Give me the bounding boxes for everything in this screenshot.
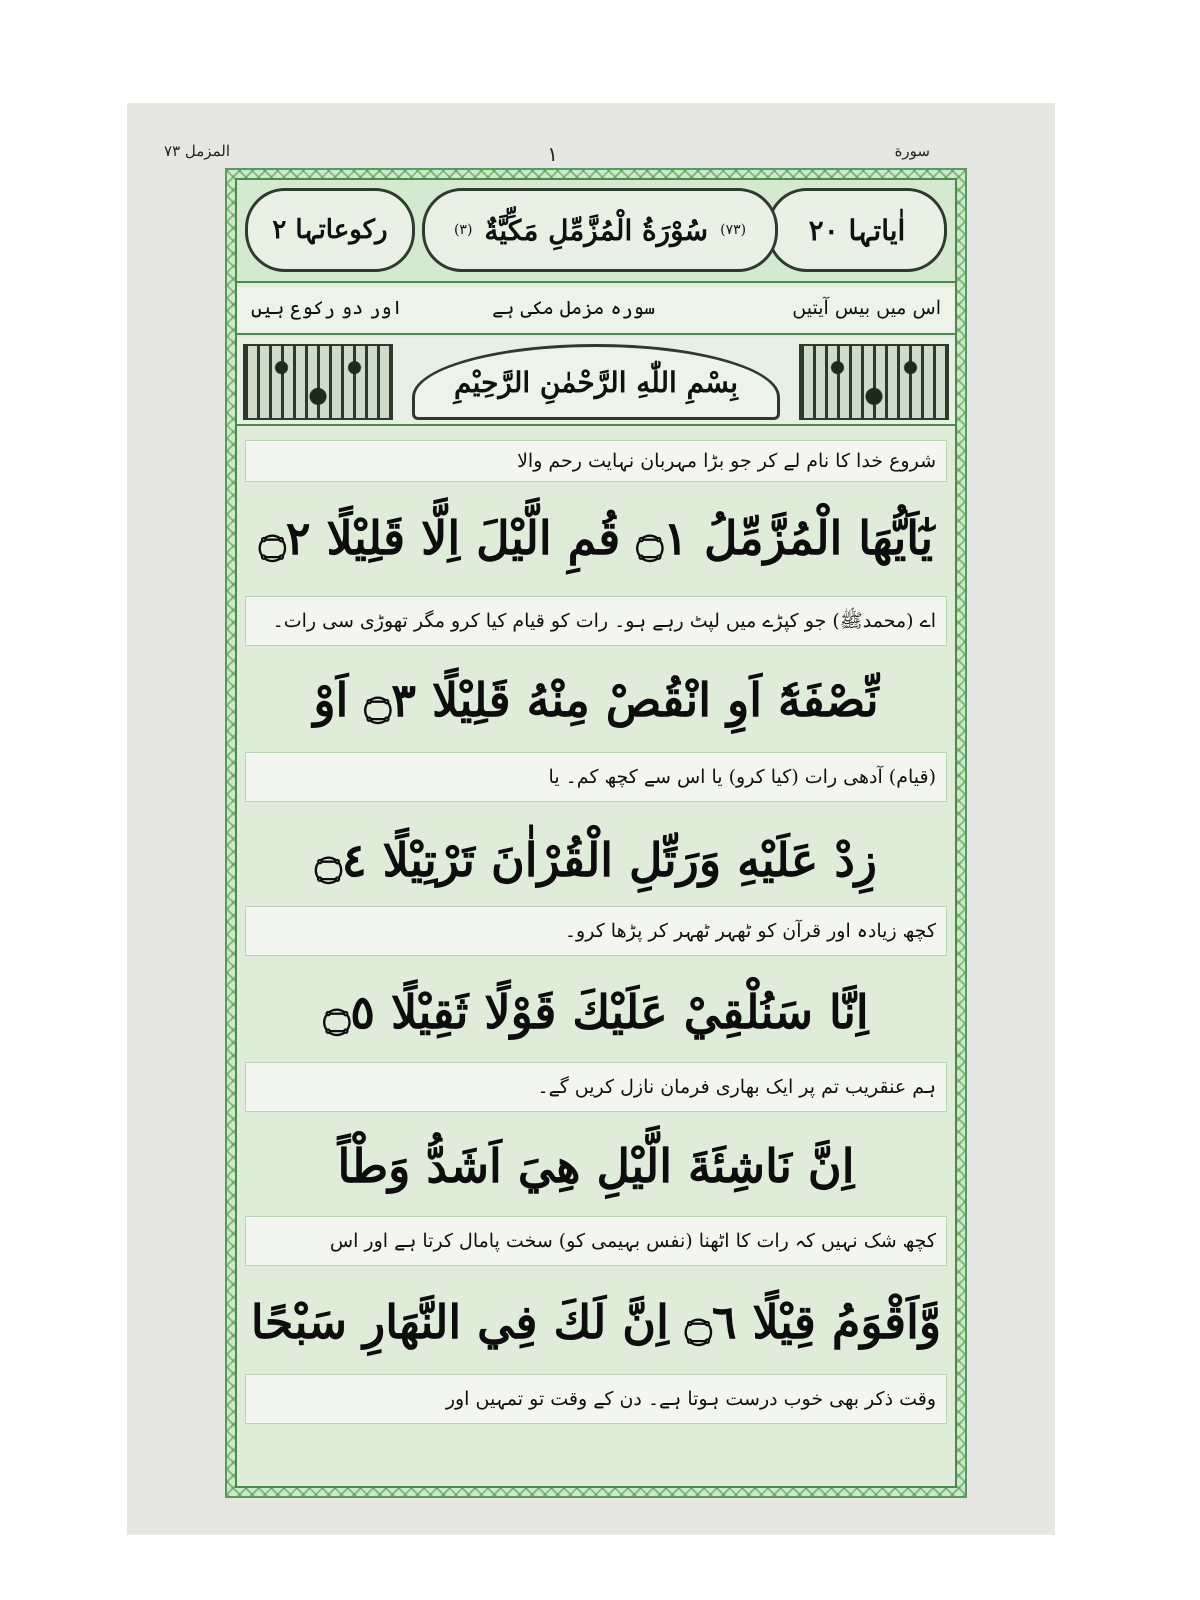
translation-line-1: اے (محمدﷺ) جو کپڑے میں لپٹ رہے ہو۔ رات کو قیام کیا کرو مگر تھوڑی سی رات۔ xyxy=(245,596,947,646)
header-surah-reference: المزمل ٧٣ xyxy=(164,142,230,160)
header-surah-word: سورة xyxy=(894,142,930,160)
surah-name-cartouche xyxy=(422,188,778,272)
surah-info-row xyxy=(237,287,955,335)
page-header xyxy=(150,142,930,168)
surah-title-band xyxy=(237,180,955,283)
bismillah-band xyxy=(237,338,955,426)
page-number: ١ xyxy=(547,142,558,166)
ruku-count-cartouche xyxy=(245,188,415,272)
translation-line-4: ہم عنقریب تم پر ایک بھاری فرمان نازل کریں گے۔ xyxy=(245,1062,947,1112)
translation-line-6: وقت ذکر بھی خوب درست ہوتا ہے۔ دن کے وقت تو تمہیں اور xyxy=(245,1374,947,1424)
bismillah-arch xyxy=(412,344,780,420)
info-ayat-text: اس میں بیس آیتیں xyxy=(792,297,941,319)
floral-ornament-right xyxy=(799,344,949,420)
verse-line-4: اِنَّا سَنُلْقِيْ عَلَيْكَ قَوْلًا ثَقِيْلًا ۝٥ xyxy=(323,985,869,1039)
verse-line-1: يٰٓاَيُّهَا الْمُزَّمِّلُ ۝١ قُمِ الَّيْلَ اِلَّا قَلِيْلًا ۝٢ xyxy=(258,511,934,565)
verse-line-5: اِنَّ نَاشِئَةَ الَّيْلِ هِيَ اَشَدُّ وَطْاً xyxy=(337,1139,855,1193)
ayat-count: اٰیاتہا ٢٠ xyxy=(808,213,906,247)
translation-line-5: کچھ شک نہیں کہ رات کا اٹھنا (نفس بہیمی کو) سخت پامال کرتا ہے اور اس xyxy=(245,1216,947,1266)
bismillah-text: بِسْمِ اللّٰهِ الرَّحْمٰنِ الرَّحِيْمِ xyxy=(454,365,738,399)
ayat-count-cartouche xyxy=(767,188,947,272)
verse-line-3: زِدْ عَلَيْهِ وَرَتِّلِ الْقُرْاٰنَ تَرْتِيْلًا ۝٤ xyxy=(314,833,878,887)
info-ruku-text: اور دو رکوع ہیں xyxy=(251,297,403,319)
surah-name: سُوْرَةُ الْمُزَّمِّلِ مَكِّيَّةٌ xyxy=(484,213,709,247)
floral-ornament-left xyxy=(243,344,393,420)
ruku-count: رکوعاتہا ٢ xyxy=(272,215,388,245)
verse-line-6: وَّاَقْوَمُ قِيْلًا ۝٦ اِنَّ لَكَ فِي النَّهَارِ سَبْحًا xyxy=(250,1295,942,1349)
translation-line-2: (قیام) آدھی رات (کیا کرو) یا اس سے کچھ کم۔ یا xyxy=(245,752,947,802)
info-makki-text: سورہ مزمل مکی ہے xyxy=(492,297,655,319)
verse-line-2: نِّصْفَهٗٓ اَوِ انْقُصْ مِنْهُ قَلِيْلًا ۝٣ اَوْ xyxy=(313,673,879,727)
translation-line-3: کچھ زیادہ اور قرآن کو ٹھہر ٹھہر کر پڑھا کرو۔ xyxy=(245,906,947,956)
revelation-order: (٣) xyxy=(453,222,473,238)
bismillah-translation: شروع خدا کا نام لے کر جو بڑا مہربان نہایت رحم والا xyxy=(245,440,947,482)
surah-number: (٧٣) xyxy=(720,222,747,238)
